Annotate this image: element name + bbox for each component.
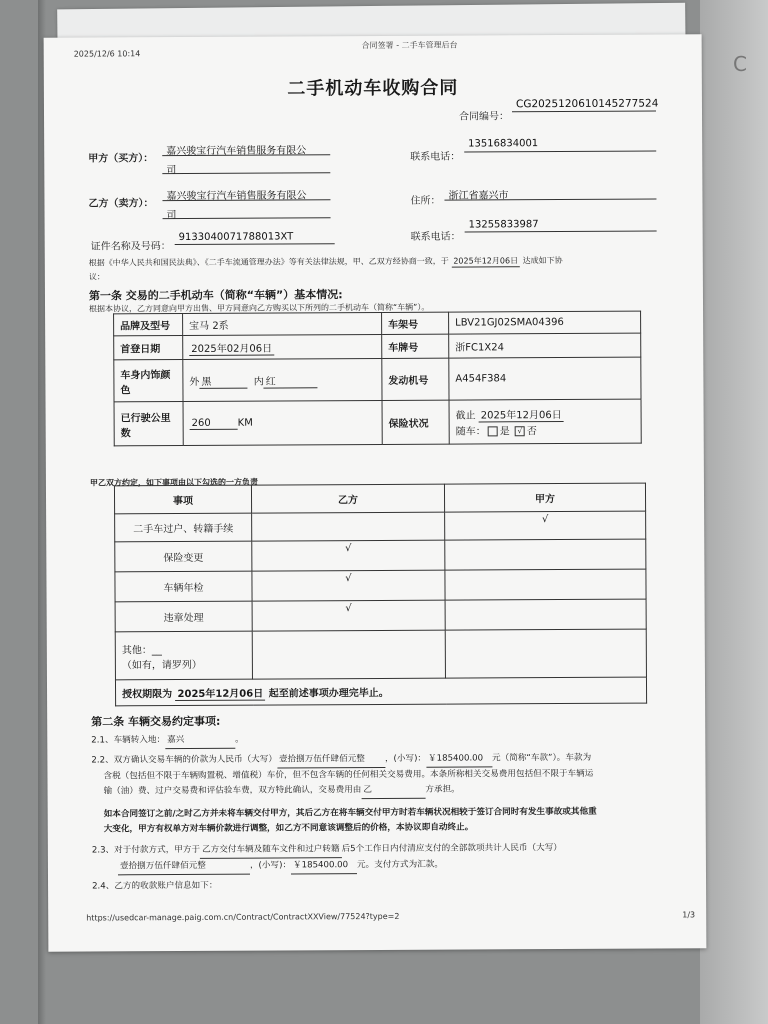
party-b-address: 浙江省嘉兴市 [448, 190, 509, 202]
price-adjust-clause: 如本合同签订之前/之时乙方并未将车辆交付甲方，其后乙方在将车辆交付甲方时若车辆状况相较于签订合同时有发生事故或其他重 大变化，甲方有权单方对车辆价款进行调整，如乙方不同意该调整后的价格，本协议即自动终止。 [103, 806, 597, 835]
yes-checkbox [488, 426, 498, 436]
contract-no-label: 合同编号： [459, 111, 510, 123]
intro-date: 2025年12月06日 [451, 255, 520, 267]
party-b-phone: 13255833987 [468, 219, 539, 231]
insurance-date: 2025年12月06日 [479, 406, 564, 422]
duty-row: 二手车过户、转籍手续 √ [115, 511, 646, 542]
vehicle-info-table [113, 311, 642, 447]
party-b-address-label: 住所： [410, 195, 441, 207]
insurance-label: 保险状况 [382, 400, 449, 444]
duty-intro: 甲乙双方约定，如下事项由以下勾选的一方负责 [89, 477, 258, 488]
party-b-name-cont: 司 [166, 210, 177, 222]
insurance-cell: 截止 2025年12月06日 随车： 是 √ 否 [449, 399, 641, 444]
reg-date-cell [183, 334, 382, 359]
mileage-label: 已行驶公里 数 [114, 402, 183, 446]
mileage-unit: KM [237, 417, 253, 429]
mileage-cell [183, 400, 382, 445]
mileage-value: 260 [190, 417, 238, 429]
party-b-phone-label: 联系电话： [410, 231, 461, 243]
duty-table [114, 483, 647, 707]
price-cn: 壹拾捌万伍仟肆佰元整 [277, 752, 385, 769]
contract-title: 二手机动车收购合同 [287, 77, 459, 100]
engine-label: 发动机号 [382, 358, 449, 400]
section1-desc: 根据本协议，乙方同意向甲方出售、甲方同意向乙方购买以下所列的二手机动车（简称“车辆”）。 [89, 302, 430, 314]
desk-background [700, 0, 768, 1024]
party-a-name: 嘉兴骏宝行汽车销售服务有限公 [166, 145, 307, 158]
brand-label: 品牌及型号 [114, 314, 183, 336]
clause-2-2: 2.2、双方确认交易车辆的价款为人民币（大写） 壹拾捌万伍仟肆佰元整 ，(小写)： ￥185400.00 元（简称“车款”）。车款为 含税（包括但不限于车辆购置税、增值税）车价，但不包含车辆的任何相关交易费用。本条所称相关交易费用包括但不限于车辆运 输（油）费、过户交易费和评估验车费，双方特此确认，交易费用由 乙 方承担。 [91, 751, 593, 801]
outer-color: 黑 [199, 372, 247, 388]
section1-title: 第一条 交易的二手机动车（简称“车辆”）基本情况: [88, 288, 343, 303]
print-app-title: 合同签署 - 二手车管理后台 [361, 40, 458, 51]
deadline-date: 2025年12月06日 [175, 684, 265, 700]
party-a-label: 甲方（买方）： [88, 153, 154, 165]
vin-label: 车架号 [382, 312, 449, 334]
color-label: 车身内饰颜 色 [114, 360, 183, 402]
intro-text: 根据《中华人民共和国民法典》、《二手车流通管理办法》等有关法律法规，甲、乙双方经协商一致，于 2025年12月06日 达成如下协 [88, 256, 563, 268]
plate-value: 浙FC1X24 [449, 333, 641, 358]
duty-col-item: 事项 [114, 485, 251, 514]
color-cell: 外 黑 内 红 [183, 358, 382, 401]
brand-value: 宝马 2系 [183, 312, 382, 335]
duty-col-a: 甲方 [444, 483, 645, 512]
duty-row: 保险变更 √ [115, 539, 646, 572]
price-num: ￥185400.00 [426, 751, 492, 767]
party-a-name-cont: 司 [166, 165, 177, 177]
no-checkbox: √ [515, 426, 525, 436]
clause-2-3: 2.3、对于付款方式，甲方于 乙方交付车辆及随车文件和过户转籍 后5个工作日内付清应支付的全部款项共计人民币（大写） 壹拾捌万伍仟肆佰元整 ，(小写)： ￥185400.00 元。支付方式为汇款。 [92, 841, 562, 875]
contract-no-underline [512, 111, 656, 113]
section2-title: 第二条 车辆交易约定事项: [91, 714, 221, 729]
clause-2-1: 2.1、车辆转入地： 嘉兴 。 [91, 733, 244, 750]
duty-col-b: 乙方 [251, 484, 444, 513]
duty-row: 车辆年检 √ [115, 569, 646, 602]
party-b-name: 嘉兴骏宝行汽车销售服务有限公 [166, 190, 307, 203]
party-b-id-value: 913304007178801​3XT [178, 231, 294, 244]
footer-url: https://usedcar-manage.paig.com.cn/Contract/ContractXXView/77524?type=2 [86, 911, 400, 923]
deadline-row: 授权期限为 2025年12月06日 起至前述事项办理完毕止。 [115, 677, 646, 706]
footer-page: 1/3 [682, 910, 696, 920]
clause-2-4: 2.4、乙方的收款账户信息如下： [92, 880, 218, 892]
plate-label: 车牌号 [382, 334, 449, 358]
intro-text-cont: 议： [88, 272, 105, 282]
party-a-phone-label: 联系电话： [410, 151, 461, 163]
reg-date-label: 首登日期 [114, 336, 183, 360]
party-b-id-label: 证件名称及号码： [90, 241, 171, 253]
contract-no-value: CG20251206101452775​24 [515, 97, 659, 111]
contract-page [44, 34, 707, 951]
inner-color: 红 [264, 372, 318, 388]
engine-value: A454F384 [449, 357, 641, 400]
reg-date-value: 2025年02月06日 [189, 339, 274, 355]
print-timestamp: 2025/12/6 10:14 [73, 49, 141, 59]
party-a-phone: 13516834001 [468, 138, 539, 150]
duty-row: 违章处理 √ [115, 599, 646, 632]
vin-value: LBV21GJ02SMA04396 [449, 311, 641, 334]
desk-mark: C [733, 52, 747, 76]
duty-row-other: 其他：__ （如有，请罗列） [115, 629, 646, 680]
party-b-label: 乙方（卖方）： [88, 198, 154, 210]
